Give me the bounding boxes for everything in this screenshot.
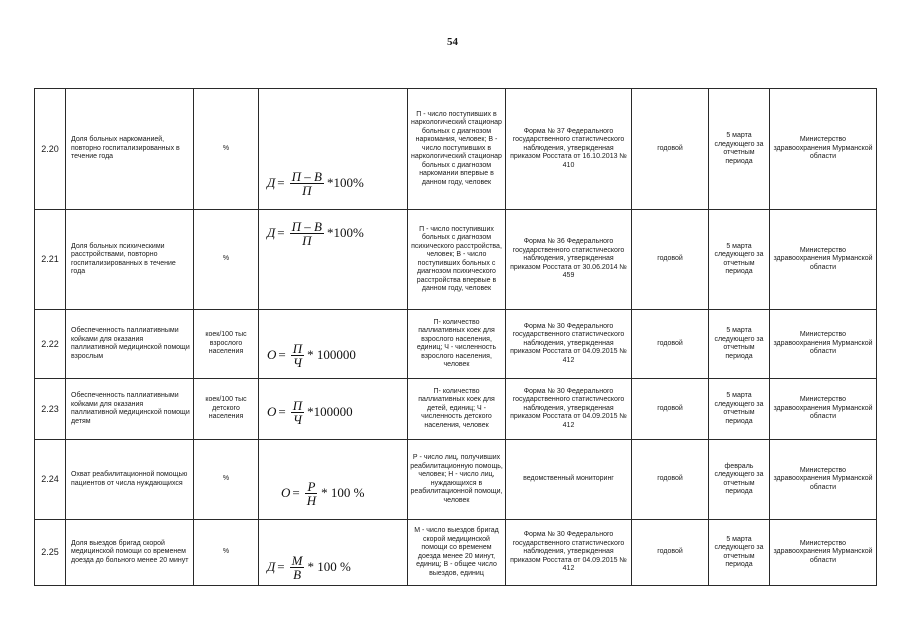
formula-definition: Р - число лиц, получивших реабилитационную помощь, человек; Н - число лиц, нуждающихся в реабилитационной помощи, человек (408, 440, 506, 520)
responsible-organization: Министерство здравоохранения Мурманской области (770, 440, 877, 520)
unit-of-measure: % (194, 210, 259, 310)
row-number: 2.24 (35, 440, 66, 520)
periodicity: годовой (632, 440, 709, 520)
row-number: 2.23 (35, 379, 66, 440)
indicator-name: Охват реабилитационной помощью пациентов от числа нуждающихся (66, 440, 194, 520)
responsible-organization: Министерство здравоохранения Мурманской области (770, 210, 877, 310)
formula-lhs: Д (267, 559, 276, 575)
row-number: 2.21 (35, 210, 66, 310)
table-row (35, 520, 877, 586)
indicators-table (34, 88, 877, 586)
page-number: 54 (447, 36, 458, 48)
indicator-name: Доля больных наркоманией, повторно госпитализированных в течение года (66, 89, 194, 210)
unit-of-measure: коек/100 тыс детского населения (194, 379, 259, 440)
responsible-organization: Министерство здравоохранения Мурманской области (770, 520, 877, 586)
responsible-organization: Министерство здравоохранения Мурманской области (770, 310, 877, 379)
periodicity: годовой (632, 310, 709, 379)
periodicity: годовой (632, 520, 709, 586)
formula-definition: П - число поступивших больных с диагнозом психического расстройства, человек; В - число поступивших больных с диагнозом психического расстройства впервые в данном году, человек (408, 210, 506, 310)
formula-numerator: П (292, 341, 303, 356)
table-row (35, 379, 877, 440)
formula-multiplier: *100000 (307, 404, 353, 420)
formula-lhs: Д (267, 175, 276, 191)
unit-of-measure: % (194, 520, 259, 586)
deadline: 5 марта следующего за отчетным периода (709, 210, 770, 310)
formula-definition: П - число поступивших в наркологический стационар больных с диагнозом наркомания, человек; В - число поступивших в наркологический стационар больных с диагнозом наркомании впервые в данном году, человек (408, 89, 506, 210)
formula-denominator: В (293, 567, 302, 582)
deadline: 5 марта следующего за отчетным периода (709, 379, 770, 440)
formula-lhs: О (281, 485, 291, 501)
formula-numerator: М (291, 553, 303, 568)
table-row (35, 310, 877, 379)
formula: О = $\frac{П}{Ч}$ * 100000 (267, 341, 356, 370)
formula-multiplier: *100% (326, 175, 364, 191)
unit-of-measure: коек/100 тыс взрослого населения (194, 310, 259, 379)
data-source: Форма № 37 Федерального государственного статистического наблюдения, утвержденная приказом Росстата от 16.10.2013 № 410 (506, 89, 632, 210)
periodicity: годовой (632, 210, 709, 310)
formula: Д = $\frac{П - В}{П}$ *100% (267, 219, 364, 248)
formula-lhs: О (267, 347, 277, 363)
unit-of-measure: % (194, 89, 259, 210)
formula-cell (259, 379, 408, 440)
data-source: Форма № 30 Федерального государственного статистического наблюдения, утвержденная приказом Росстата от 04.09.2015 № 412 (506, 379, 632, 440)
data-source: ведомственный мониторинг (506, 440, 632, 520)
deadline: февраль следующего за отчетным периода (709, 440, 770, 520)
formula-numerator: П – В (291, 169, 322, 184)
data-source: Форма № 30 Федерального государственного статистического наблюдения, утвержденная приказом Росстата от 04.09.2015 № 412 (506, 520, 632, 586)
formula-lhs: Д (267, 225, 276, 241)
deadline: 5 марта следующего за отчетным периода (709, 310, 770, 379)
unit-of-measure: % (194, 440, 259, 520)
data-source: Форма № 30 Федерального государственного статистического наблюдения, утвержденная приказом Росстата от 04.09.2015 № 412 (506, 310, 632, 379)
responsible-organization: Министерство здравоохранения Мурманской области (770, 89, 877, 210)
deadline: 5 марта следующего за отчетным периода (709, 520, 770, 586)
formula-denominator: Ч (292, 412, 302, 427)
formula-denominator: П (302, 183, 312, 198)
table-row (35, 440, 877, 520)
formula-cell (259, 310, 408, 379)
formula-cell (259, 520, 408, 586)
deadline: 5 марта следующего за отчетным периода (709, 89, 770, 210)
formula-denominator: Н (306, 493, 317, 508)
formula: Д = $\frac{П - В}{П}$ *100% (267, 169, 364, 198)
periodicity: годовой (632, 89, 709, 210)
formula-definition: М - число выездов бригад скорой медицинской помощи со временем доезда менее 20 минут, единиц; В - общее число выездов, единиц (408, 520, 506, 586)
formula-multiplier: * 100 % (321, 485, 365, 501)
formula-multiplier: * 100000 (307, 347, 356, 363)
responsible-organization: Министерство здравоохранения Мурманской области (770, 379, 877, 440)
formula-definition: П- количество паллиативных коек для детей, единиц; Ч - численность детского населения, человек (408, 379, 506, 440)
formula-denominator: Ч (292, 355, 302, 370)
formula-cell (259, 89, 408, 210)
indicator-name: Обеспеченность паллиативными койками для оказания паллиативной медицинской помощи взрослым (66, 310, 194, 379)
table-row (35, 210, 877, 310)
formula-cell (259, 210, 408, 310)
periodicity: годовой (632, 379, 709, 440)
formula: Д = $\frac{М}{В}$ * 100 % (267, 553, 351, 582)
formula-definition: П- количество паллиативных коек для взрослого населения, единиц; Ч - численность взрослого населения, человек (408, 310, 506, 379)
formula-multiplier: *100% (326, 225, 364, 241)
row-number: 2.20 (35, 89, 66, 210)
formula-denominator: П (302, 233, 312, 248)
formula: О = $\frac{П}{Ч}$ *100000 (267, 398, 353, 427)
formula-numerator: П (292, 398, 303, 413)
row-number: 2.22 (35, 310, 66, 379)
formula-multiplier: * 100 % (307, 559, 351, 575)
table-row (35, 89, 877, 210)
formula-cell (259, 440, 408, 520)
indicator-name: Обеспеченность паллиативными койками для оказания паллиативной медицинской помощи детям (66, 379, 194, 440)
row-number: 2.25 (35, 520, 66, 586)
indicator-name: Доля выездов бригад скорой медицинской помощи со временем доезда до больного менее 20 минут (66, 520, 194, 586)
indicator-name: Доля больных психическими расстройствами, повторно госпитализированных в течение года (66, 210, 194, 310)
formula-lhs: О (267, 404, 277, 420)
formula: О = $\frac{Р}{Н}$ * 100 % (281, 479, 365, 508)
formula-numerator: Р (307, 479, 316, 494)
formula-numerator: П – В (291, 219, 322, 234)
data-source: Форма № 36 Федерального государственного статистического наблюдения, утвержденная приказом Росстата от 30.06.2014 № 459 (506, 210, 632, 310)
